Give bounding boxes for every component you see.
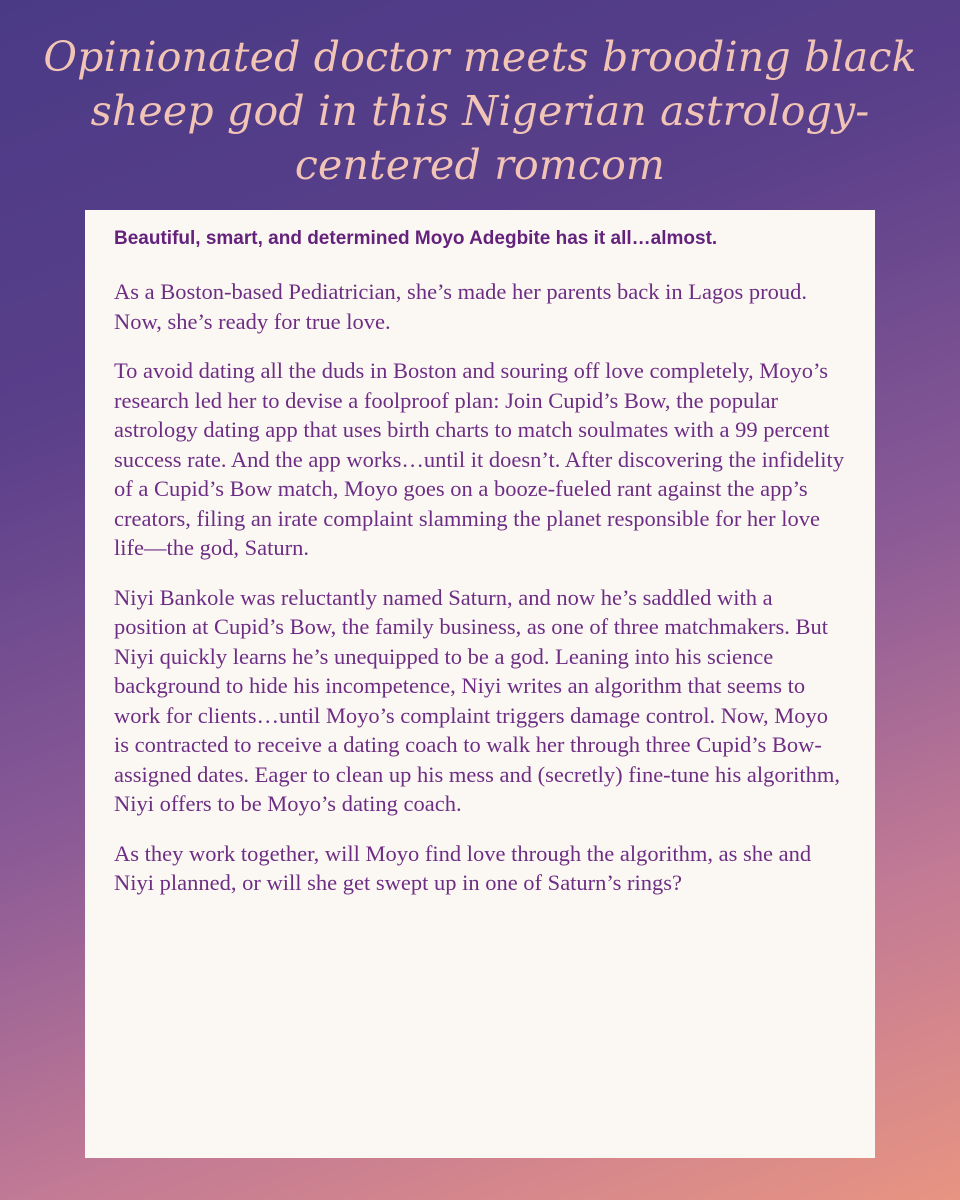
blurb-paragraph: As a Boston-based Pediatrician, she’s made her parents back in Lagos proud. Now, she’s ready for true love. [114,279,807,334]
blurb-paragraph: As they work together, will Moyo find love through the algorithm, as she and Niyi planned, or will she get swept up in one of Saturn’s rings? [114,840,812,895]
blurb-lead: Beautiful, smart, and determined Moyo Adegbite has it all…almost. [114,228,718,249]
blurb-card [85,210,875,1158]
blurb-paragraph: Niyi Bankole was reluctantly named Saturn, and now he’s saddled with a position at Cupid’s Bow, the family business, as one of three matchmakers. But Niyi quickly learns he’s unequipped to be a god. Leaning into his science background to hide his incompetence, Niyi writes an algorithm that seems to work for clients…until Moyo’s complaint triggers damage control. Now, Moyo is contracted to receive a dating coach to walk her through three Cupid’s Bow-assigned dates. Eager to clean up his mess and (secretly) fine-tune his algorithm, Niyi offers to be Moyo’s dating coach. [114,584,841,816]
headline: Opinionated doctor meets brooding black sheep god in this Nigerian astrology-centered romcom [43,33,917,189]
blurb-paragraph: To avoid dating all the duds in Boston and souring off love completely, Moyo’s research led her to devise a foolproof plan: Join Cupid’s Bow, the popular astrology dating app that uses birth charts to match soulmates with a 99 percent success rate. And the app works…until it doesn’t. After discovering the infidelity of a Cupid’s Bow match, Moyo goes on a booze-fueled rant against the app’s creators, filing an irate complaint slamming the planet responsible for her love life—the god, Saturn. [114,358,845,560]
